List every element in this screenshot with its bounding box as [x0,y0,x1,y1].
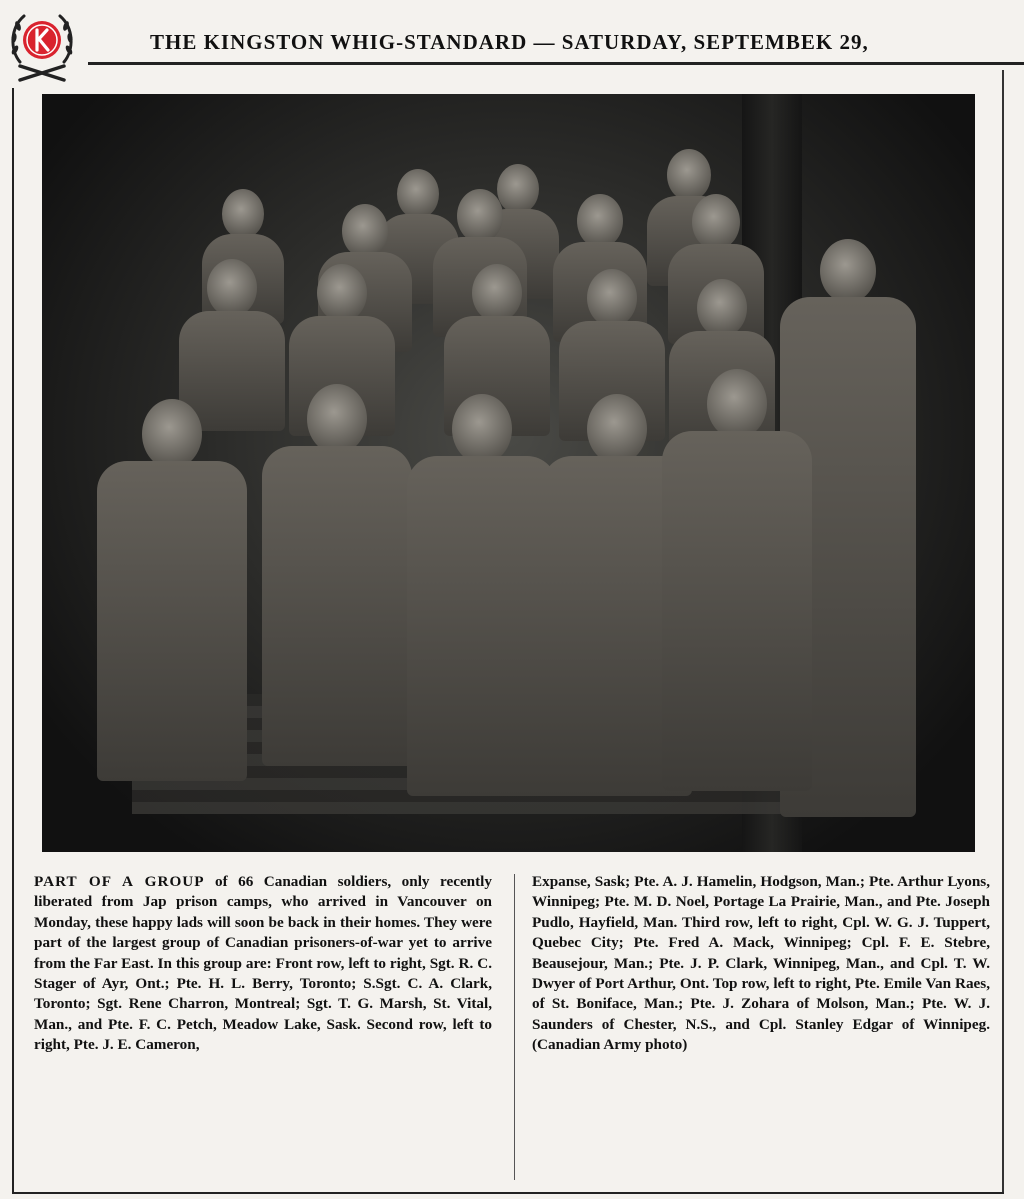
photo-caption-right-column [532,872,990,1056]
masthead: THE KINGSTON WHIG-STANDARD — SATURDAY, SEPTEMBEK 29, [150,30,869,54]
page-border-left [12,88,14,1194]
caption-lead: PART OF A GROUP [34,873,205,890]
photo-caption-left-column [34,872,492,1056]
laurel-k-seal-icon [6,6,78,84]
newspaper-logo [6,6,78,84]
page-border-bottom [12,1192,1004,1194]
masthead-rule [88,62,1024,65]
group-photo [42,94,975,852]
caption-column-divider [514,874,515,1180]
caption-text-right: Expanse, Sask; Pte. A. J. Hamelin, Hodgson, Man.; Pte. Arthur Lyons, Winnipeg; Pte. M. D. Noel, Portage La Prairie, Man., and Pte. Joseph Pudlo, Hayfield, Man. Third row, left to right, Cpl. W. G. J. Tuppert, Quebec City; Pte. Fred A. Mack, Winnipeg; Cpl. F. E. Stebre, Beausejour, Man.; Pte. J. P. Clark, Winnipeg, Man., and Cpl. T. W. Dwyer of Port Arthur, Ont. Top row, left to right, Pte. Emile Van Raes, of St. Boniface, Man.; Pte. J. Zohara of Molson, Man.; Pte. W. J. Saunders of Chester, N.S., and Cpl. Stanley Edgar of Winnipeg. (Canadian Army photo) [532,873,990,1054]
column-rule-right [1002,70,1004,1194]
caption-text-left: of 66 Canadian soldiers, only recently liberated from Jap prison camps, who arrived in Vancouver on Monday, these happy lads will soon be back in their homes. They were part of the largest group of Canadian prisoners-of-war yet to arrive from the Far East. In this group are: Front row, left to right, Sgt. R. C. Stager of Ayr, Ont.; Pte. H. L. Berry, Toronto; S.Sgt. C. A. Clark, Toronto; Sgt. Rene Charron, Montreal; Sgt. T. G. Marsh, St. Vital, Man., and Pte. F. C. Petch, Meadow Lake, Sask. Second row, left to right, Pte. J. E. Cameron, [34,873,492,1054]
